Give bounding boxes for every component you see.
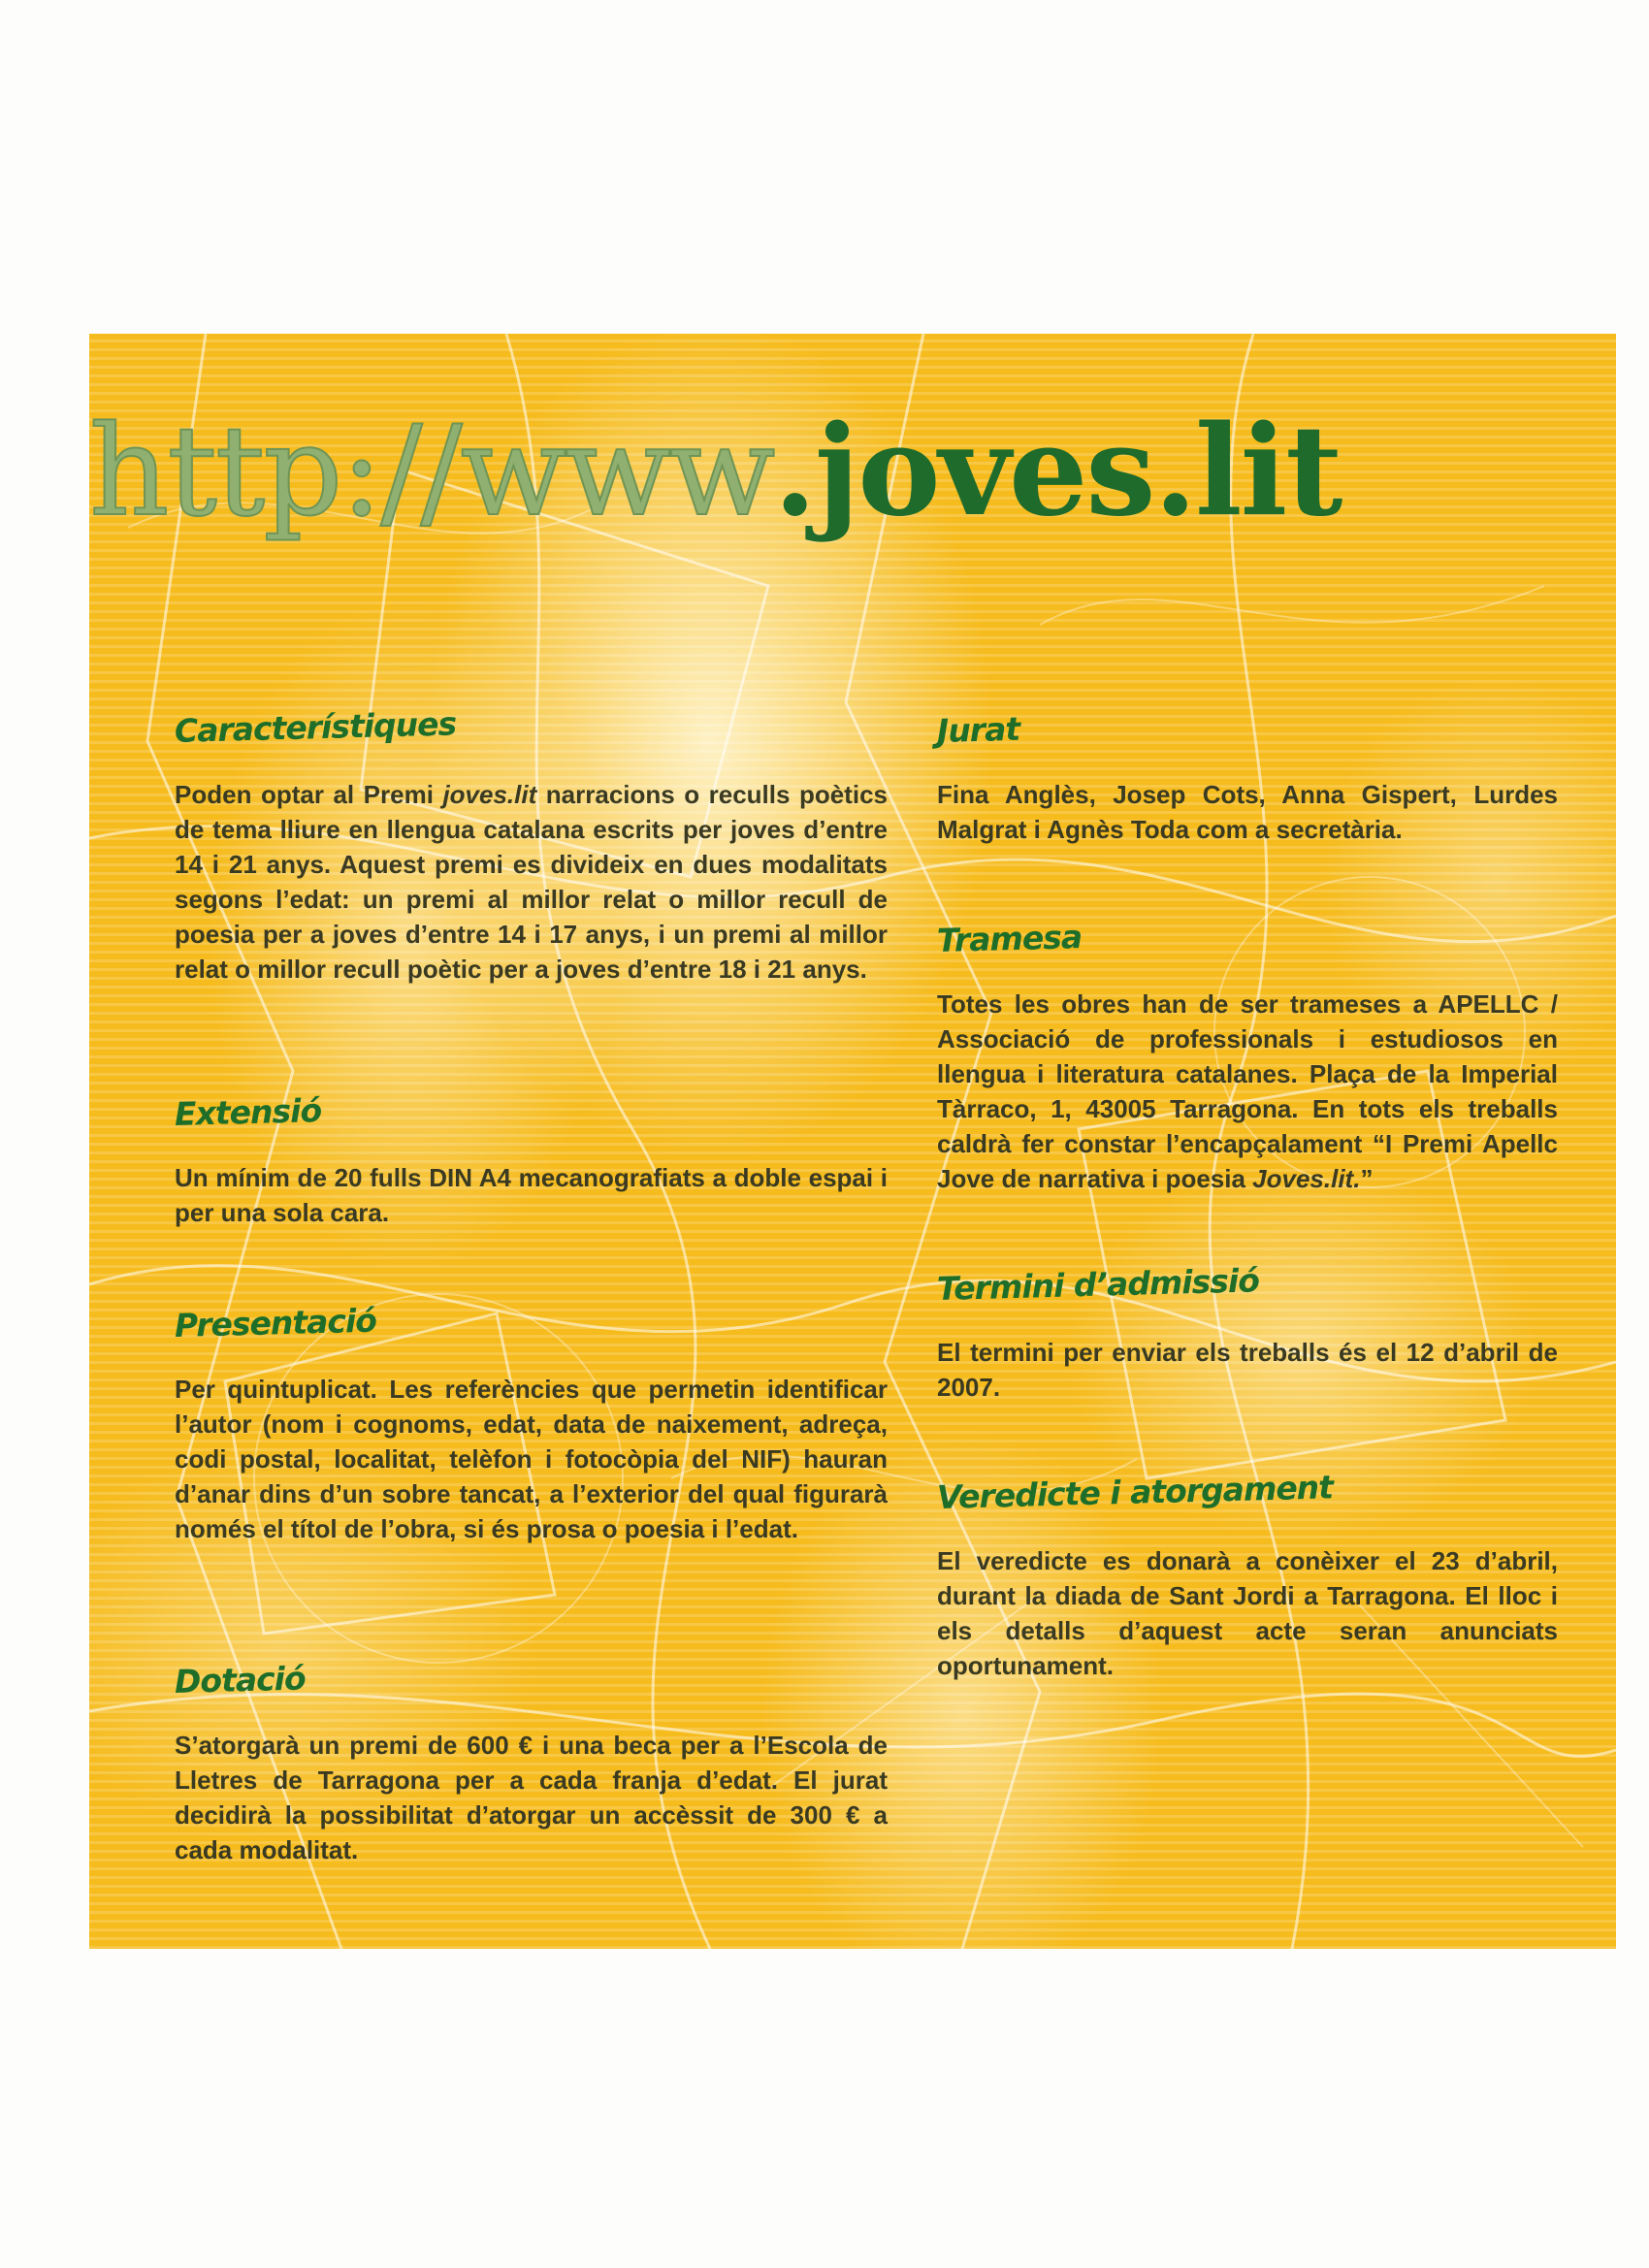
body-text: narracions o reculls poètics de tema lliure en llengua catalana escrits per joves d’entre 14 i 21 anys. Aquest premi es divideix en dues modalitats segons l’edat: un premi al millor relat o millor recull de poesia per a joves d’entre 14 i 17 anys, i un premi al millor relat o millor recull poètic per a joves d’entre 18 i 21 anys. <box>175 780 888 984</box>
section-body <box>937 987 1558 1196</box>
body-text: Totes les obres han de ser trameses a APELLC / Associació de professionals i estudiosos en llengua i literatura catalanes. Plaça de la Imperial Tàrraco, 1, 43005 Tarragona. En tots els treballs caldrà fer constar l’encapçalament “I Premi Apellc Jove de narrativa i poesia <box>937 989 1558 1193</box>
url-domain: .joves.lit <box>773 399 1342 544</box>
section-title: Presentació <box>174 1301 377 1345</box>
url-prefix: http://www <box>89 400 774 544</box>
section-tramesa <box>936 918 1558 1196</box>
section-title: Veredicte i atorgament <box>936 1468 1334 1516</box>
section-jurat <box>936 709 1558 847</box>
section-extensio <box>174 1091 888 1230</box>
emphasis-text: Joves.lit. <box>1252 1164 1361 1193</box>
section-title: Tramesa <box>936 918 1083 959</box>
section-title: Extensió <box>174 1091 322 1133</box>
section-body: El veredicte es donarà a conèixer el 23 d’abril, durant la diada de Sant Jordi a Tarragona. El lloc i els detalls d’aquest acte seran anunciats oportunament. <box>937 1546 1558 1680</box>
section-presentacio <box>174 1301 888 1546</box>
body-text: Poden optar al Premi <box>175 780 443 809</box>
section-body <box>175 777 888 987</box>
section-caracteristiques <box>174 704 888 987</box>
section-body: Un mínim de 20 fulls DIN A4 mecanografiats a doble espai i per una sola cara. <box>175 1163 888 1227</box>
section-title: Jurat <box>936 709 1020 750</box>
section-veredicte <box>936 1468 1558 1683</box>
section-body: S’atorgarà un premi de 600 € i una beca per a l’Escola de Lletres de Tarragona per a cada franja d’edat. El jurat decidirà la possibilitat d’atorgar un accèssit de 300 € a cada modalitat. <box>175 1731 888 1864</box>
section-dotacio <box>174 1659 888 1867</box>
section-body: El termini per enviar els treballs és el 12 d’abril de 2007. <box>937 1338 1558 1402</box>
section-body: Fina Anglès, Josep Cots, Anna Gispert, Lurdes Malgrat i Agnès Toda com a secretària. <box>937 780 1558 844</box>
emphasis-text: joves.lit <box>442 780 537 809</box>
section-title: Característiques <box>174 704 457 750</box>
section-body: Per quintuplicat. Les referències que permetin identificar l’autor (nom i cognoms, edat, data de naixement, adreça, codi postal, localitat, telèfon i fotocòpia del NIF) hauran d’anar dins d’un sobre tancat, a l’exterior del qual figurarà només el títol de l’obra, si és prosa o poesia i l’edat. <box>175 1375 888 1543</box>
body-text: ” <box>1360 1164 1374 1193</box>
section-termini <box>936 1261 1558 1405</box>
header-url <box>89 399 1616 544</box>
section-title: Termini d’admissió <box>936 1261 1260 1308</box>
section-title: Dotació <box>174 1659 307 1701</box>
flyer-panel <box>89 334 1616 1949</box>
